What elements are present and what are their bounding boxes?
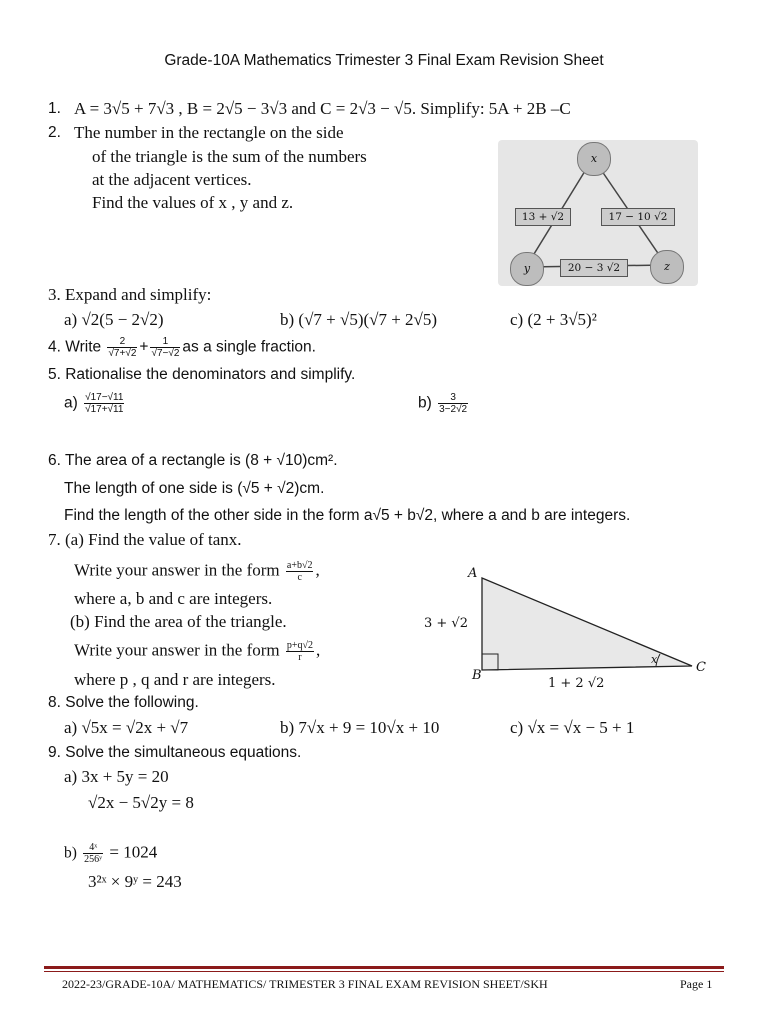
q2-line-2: of the triangle is the sum of the numbers [92, 147, 367, 166]
angle-label-x: x [651, 653, 658, 666]
q6-line-3: Find the length of the other side in the form a√5 + b√2, where a and b are integers. [64, 507, 631, 524]
footer-rule-thick [44, 966, 724, 969]
q2-number: 2. [48, 124, 61, 141]
q4-fraction-2: $\frac{1}{√7-√2}$ [151, 336, 180, 359]
q9-b-fraction: $\frac{\text{4ˣ}}{\text{256ʸ}}$ [84, 842, 103, 865]
q9-heading: 9. Solve the simultaneous equations. [48, 744, 302, 761]
vertex-label-c: C [696, 660, 706, 675]
edge-box-left: 13 + √2 [515, 208, 571, 226]
q3-heading: 3. Expand and simplify: [48, 285, 212, 304]
q1-text: A = 3√5 + 7√3 , B = 2√5 − 3√3 and C = 2√3 − √5. Simplify: 5A + 2B –C [74, 99, 571, 118]
q4-pre: 4. Write [48, 338, 102, 356]
q6-line-1: 6. The area of a rectangle is (8 + √10)cm². [48, 452, 338, 469]
q7-fraction-1: $\frac{a+b√2}{c}$ [286, 560, 313, 583]
q4-row [48, 336, 316, 359]
q3-b: b) (√7 + √5)(√7 + 2√5) [280, 310, 438, 329]
footer-rule-thin [44, 971, 724, 972]
q1-number: 1. [48, 100, 61, 117]
q9-b-eq2: 3²ˣ × 9ʸ = 243 [88, 872, 182, 891]
q4-plus: + [139, 338, 149, 356]
edge-box-right: 17 − 10 √2 [601, 208, 675, 226]
q2-line-1: The number in the rectangle on the side [74, 123, 344, 142]
q7-line-4: (b) Find the area of the triangle. [70, 612, 287, 631]
q3-c: c) (2 + 3√5)² [510, 310, 597, 329]
q7-line-3: where a, b and c are integers. [74, 589, 273, 608]
q4-post: as a single fraction. [182, 338, 316, 356]
q2-line-4: Find the values of x , y and z. [92, 193, 294, 212]
q5-a-fraction: $\frac{√17-√11}{√17+√11}$ [85, 392, 124, 415]
side-label-ab: 3 + √2 [424, 616, 468, 631]
q5-heading: 5. Rationalise the denominators and simplify. [48, 366, 356, 383]
q8-b: b) 7√x + 9 = 10√x + 10 [280, 718, 440, 737]
q8-c: c) √x = √x − 5 + 1 [510, 718, 635, 737]
q5-a: a) $\frac{√17-√11}{√17+√11}$ [64, 392, 124, 415]
vertex-label-b: B [472, 668, 482, 683]
q3-a: a) √2(5 − 2√2) [64, 310, 164, 329]
page-title: Grade-10A Mathematics Trimester 3 Final Exam Revision Sheet [164, 52, 604, 69]
q9-b-eq1: b) $\frac{\text{4ˣ}}{\text{256ʸ}}$ = 1024 [64, 842, 158, 865]
q9-a-eq2: √2x − 5√2y = 8 [88, 793, 194, 812]
vertex-y: y [510, 252, 544, 286]
q8-heading: 8. Solve the following. [48, 694, 199, 711]
q5-b: b) $\frac{3}{3-2√2}$ [418, 392, 468, 415]
q4-fraction-1: $\frac{2}{√7+√2}$ [108, 336, 137, 359]
q5-b-fraction: $\frac{3}{3-2√2}$ [439, 392, 468, 415]
page-number: Page 1 [680, 977, 713, 991]
vertex-z: z [650, 250, 684, 284]
q6-line-2: The length of one side is (√5 + √2)cm. [64, 480, 325, 497]
q7-line-5: Write your answer in the form $\frac{p+q√2}{r}$ , [74, 640, 321, 663]
q2-line-3: at the adjacent vertices. [92, 170, 252, 189]
side-label-bc: 1 + 2 √2 [548, 676, 605, 691]
edge-box-bottom: 20 − 3 √2 [560, 259, 628, 277]
q7-line-6: where p , q and r are integers. [74, 670, 276, 689]
vertex-label-a: A [468, 566, 478, 581]
q8-a: a) √5x = √2x + √7 [64, 718, 189, 737]
footer-text: 2022-23/GRADE-10A/ MATHEMATICS/ TRIMESTER 3 FINAL EXAM REVISION SHEET/SKH [62, 977, 548, 991]
vertex-x: x [577, 142, 611, 176]
q7-line-1: 7. (a) Find the value of tanx. [48, 530, 242, 549]
q7-line-2: Write your answer in the form $\frac{a+b√2}{c}$ , [74, 560, 320, 583]
q7-fraction-2: $\frac{p+q√2}{r}$ [286, 640, 314, 663]
q9-a-eq1: a) 3x + 5y = 20 [64, 767, 169, 786]
